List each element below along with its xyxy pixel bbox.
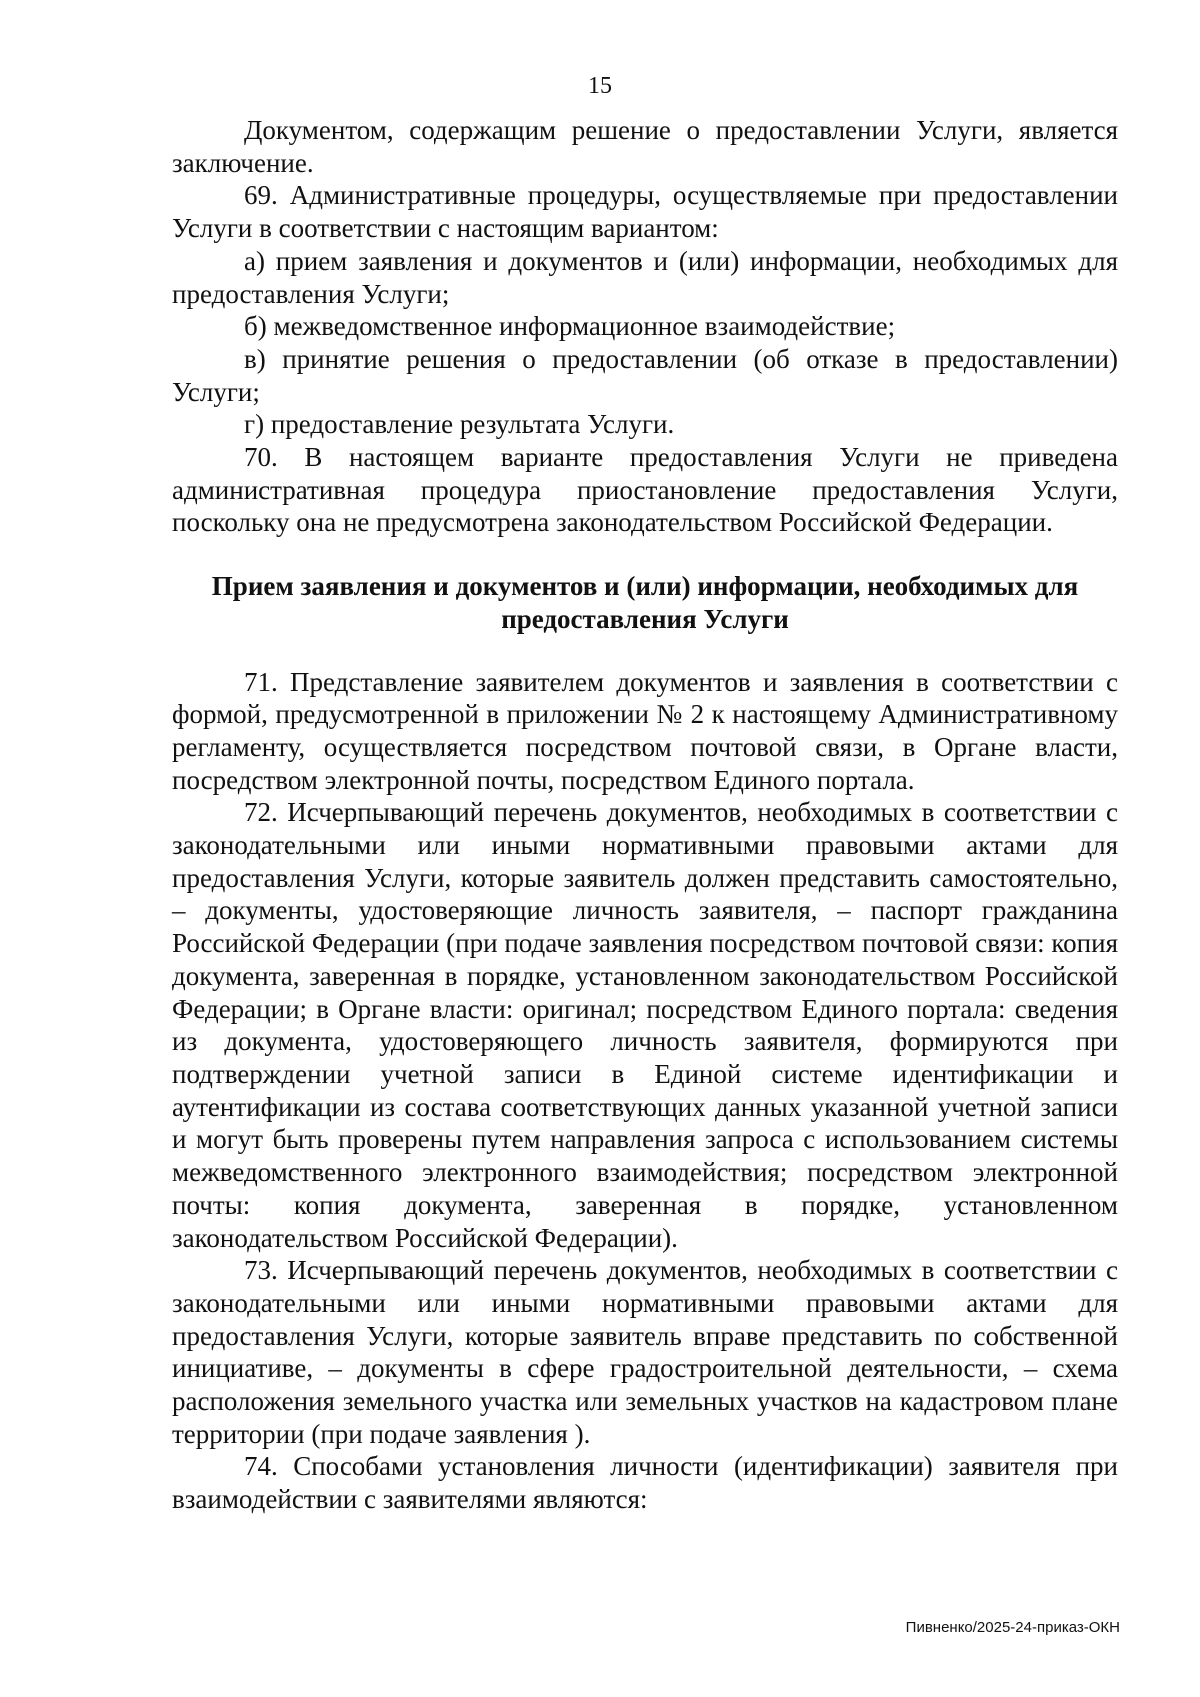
document-footer-id: Пивненко/2025-24-приказ-ОКН	[905, 1619, 1120, 1636]
paragraph-72: 72. Исчерпывающий перечень документов, необходимых в соответствии с законодательными или иными нормативными правовыми актами для предоставления Услуги, которые заявитель должен представить самостоятельно, – документы, удостоверяющие личность заявителя, – паспорт гражданина Российской Федерации (при подаче заявления посредством почтовой связи: копия документа, заверенная в порядке, установленном законодательством Российской Федерации; в Органе власти: оригинал; посредством Единого портала: сведения из документа, удостоверяющего личность заявителя, формируются при подтверждении учетной записи в Единой системе идентификации и аутентификации из состава соответствующих данных указанной учетной записи и могут быть проверены путем направления запроса с использованием системы межведомственного электронного взаимодействия; посредством электронной почты: копия документа, заверенная в порядке, установленном законодательством Российской Федерации).	[172, 797, 1118, 1253]
list-item-b: б) межведомственное информационное взаимодействие;	[244, 311, 896, 342]
paragraph-71: 71. Представление заявителем документов и заявления в соответствии с формой, предусмотренной в приложении № 2 к настоящему Административному регламенту, осуществляется посредством почтовой связи, в Органе власти, посредством электронной почты, посредством Единого портала.	[172, 666, 1118, 795]
document-body	[172, 114, 1118, 1516]
paragraph-69: 69. Административные процедуры, осуществляемые при предоставлении Услуги в соответствии с настоящим вариантом:	[172, 180, 1118, 244]
section-heading: Прием заявления и документов и (или) информации, необходимых для предоставления Услуги	[211, 571, 1079, 634]
list-item-v: в) принятие решения о предоставлении (об отказе в предоставлении) Услуги;	[172, 343, 1118, 407]
list-item-g: г) предоставление результата Услуги.	[244, 409, 675, 440]
list-item-a: а) прием заявления и документов и (или) информации, необходимых для предоставления Услуги;	[172, 245, 1118, 309]
paragraph-73: 73. Исчерпывающий перечень документов, необходимых в соответствии с законодательными или иными нормативными правовыми актами для предоставления Услуги, которые заявитель вправе представить по собственной инициативе, – документы в сфере градостроительной деятельности, – схема расположения земельного участка или земельных участков на кадастровом плане территории (при подаче заявления ).	[172, 1255, 1118, 1449]
page-number: 15	[588, 73, 612, 99]
paragraph-70: 70. В настоящем варианте предоставления Услуги не приведена административная процедура приостановление предоставления Услуги, поскольку она не предусмотрена законодательством Российской Федерации.	[172, 442, 1118, 538]
paragraph-74: 74. Способами установления личности (идентификации) заявителя при взаимодействии с заявителями являются:	[172, 1451, 1118, 1515]
paragraph-conclusion: Документом, содержащим решение о предоставлении Услуги, является заключение.	[172, 115, 1118, 178]
